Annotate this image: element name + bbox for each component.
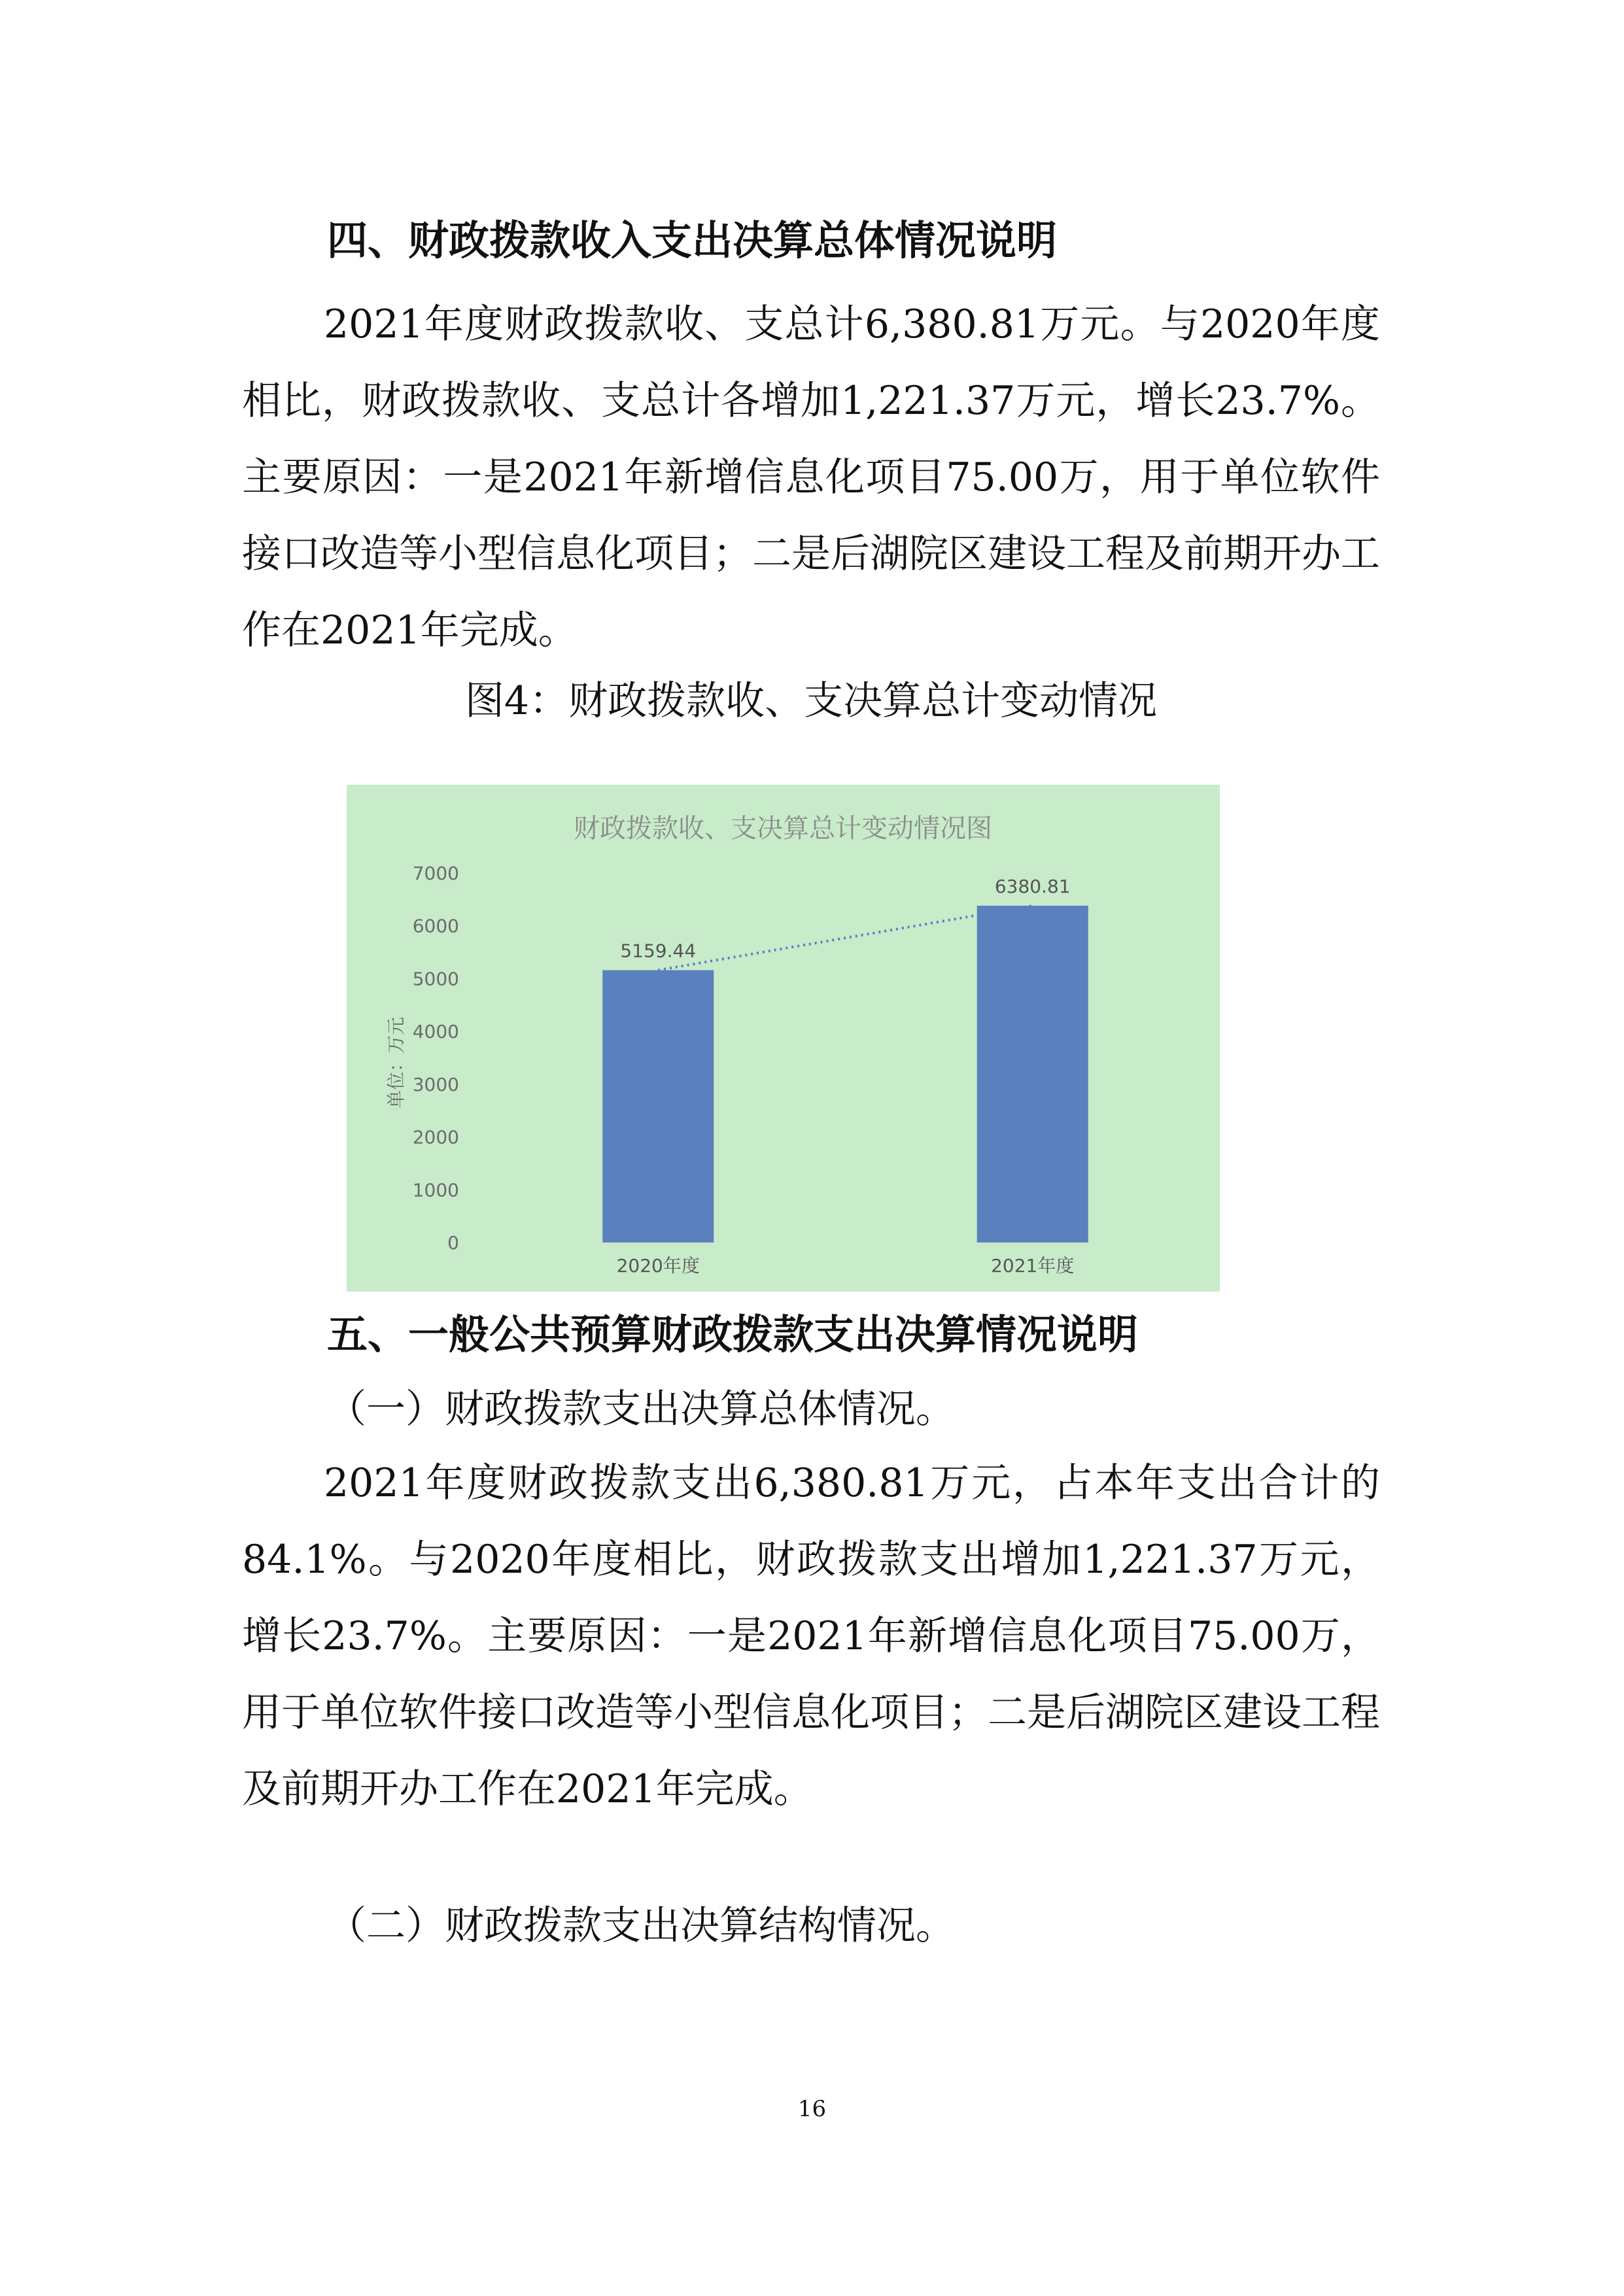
y-tick-label: 5000 [412, 968, 459, 990]
section4-heading: 四、财政拨款收入支出决算总体情况说明 [327, 216, 1058, 264]
section4-paragraph: 2021年度财政拨款收、支总计6,380.81万元。与2020年度相比，财政拨款收、支总计各增加1,221.37万元，增长23.7%。主要原因：一是2021年新增信息化项目75.00万，用于单位软件接口改造等小型信息化项目；二是后湖院区建设工程及前期开办工作在2021年完成。 [242, 301, 1380, 653]
y-tick-label: 2000 [412, 1126, 459, 1148]
y-tick-label: 3000 [412, 1073, 459, 1095]
figure-caption: 图4：财政拨款收、支决算总计变动情况 [464, 678, 1158, 724]
y-tick-label: 1000 [412, 1179, 459, 1201]
x-tick-label: 2020年度 [616, 1255, 700, 1277]
bar-chart [347, 785, 1220, 1292]
y-tick-label: 4000 [412, 1021, 459, 1043]
page-number: 16 [797, 2096, 827, 2122]
x-tick-label: 2021年度 [991, 1255, 1075, 1277]
chart-background [347, 785, 1220, 1292]
section5-heading: 五、一般公共预算财政拨款支出决算情况说明 [327, 1311, 1139, 1358]
section5-subheading-1: （一）财政拨款支出决算总体情况。 [327, 1386, 955, 1432]
section5-paragraph: 2021年度财政拨款支出6,380.81万元，占本年支出合计的84.1%。与2020年度相比，财政拨款支出增加1,221.37万元，增长23.7%。主要原因：一是2021年新增信息化项目75.00万，用于单位软件接口改造等小型信息化项目；二是后湖院区建设工程及前期开办工作在2021年完成。 [242, 1460, 1380, 1812]
section5-subheading-2: （二）财政拨款支出决算结构情况。 [327, 1903, 955, 1949]
bar-2020年度 [602, 970, 714, 1242]
bar-2021年度 [977, 906, 1088, 1242]
data-label: 6380.81 [994, 875, 1071, 897]
chart-title: 财政拨款收、支决算总计变动情况图 [574, 814, 992, 844]
data-label: 5159.44 [620, 940, 697, 962]
y-tick-label: 0 [447, 1232, 459, 1254]
y-axis-label: 单位：万元 [385, 1016, 407, 1109]
y-tick-label: 7000 [412, 863, 459, 884]
y-tick-label: 6000 [412, 915, 459, 937]
